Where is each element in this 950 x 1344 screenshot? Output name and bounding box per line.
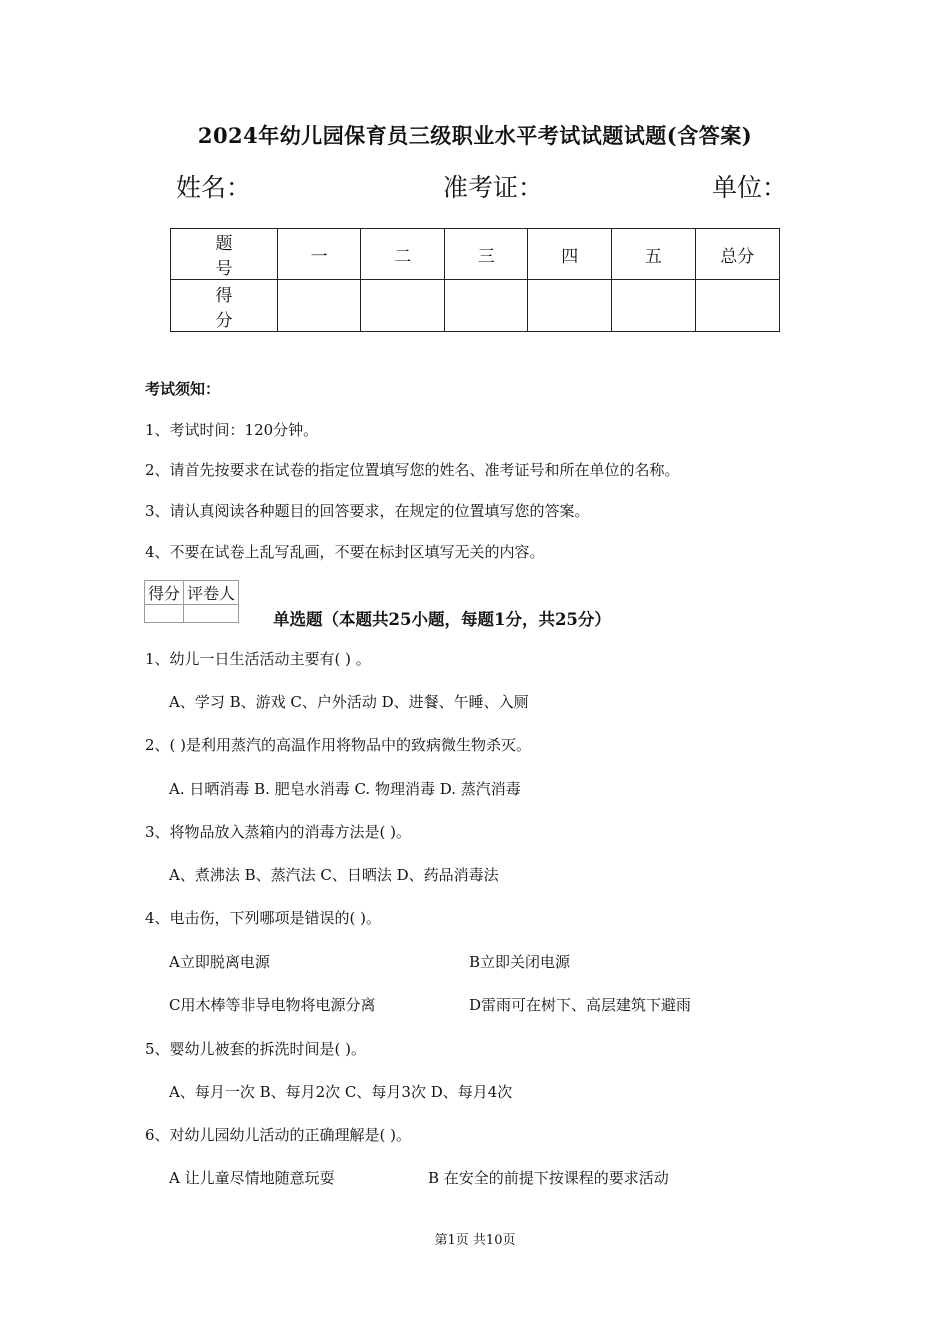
question-option: C用木棒等非导电物将电源分离 — [169, 996, 376, 1014]
score-table-header-cell: 五 — [611, 229, 695, 280]
score-table-header-cell: 一 — [277, 229, 361, 280]
score-cell[interactable] — [611, 280, 695, 332]
notice-title: 考试须知： — [145, 380, 221, 398]
grader-name-cell[interactable] — [184, 605, 239, 623]
section-title: 单选题（本题共25小题，每题1分，共25分） — [273, 610, 611, 629]
question-stem: 6、对幼儿园幼儿活动的正确理解是( )。 — [145, 1126, 412, 1144]
notice-item: 3、请认真阅读各种题目的回答要求，在规定的位置填写您的答案。 — [145, 502, 590, 520]
question-option: B 在安全的前提下按课程的要求活动 — [428, 1169, 669, 1187]
score-cell[interactable] — [695, 280, 780, 332]
grader-name-label: 评卷人 — [184, 581, 239, 605]
question-options: A、每月一次 B、每月2次 C、每月3次 D、每月4次 — [169, 1083, 513, 1101]
score-cell[interactable] — [361, 280, 445, 332]
question-stem: 2、( )是利用蒸汽的高温作用将物品中的致病微生物杀灭。 — [145, 736, 532, 754]
score-table — [170, 228, 780, 332]
grader-score-label: 得分 — [145, 581, 184, 605]
question-stem: 4、电击伤，下列哪项是错误的( )。 — [145, 909, 382, 927]
name-label: 姓名： — [176, 173, 252, 202]
score-table-header-cell: 题 号 — [171, 229, 278, 280]
question-options: A、煮沸法 B、蒸汽法 C、日晒法 D、药品消毒法 — [169, 866, 499, 884]
grader-box — [144, 580, 239, 623]
question-option: A 让儿童尽情地随意玩耍 — [169, 1169, 335, 1187]
notice-item: 1、考试时间：120分钟。 — [145, 421, 319, 439]
score-cell[interactable] — [277, 280, 361, 332]
score-cell[interactable] — [528, 280, 612, 332]
notice-item: 2、请首先按要求在试卷的指定位置填写您的姓名、准考证号和所在单位的名称。 — [145, 461, 680, 479]
score-table-header-cell: 总分 — [695, 229, 780, 280]
score-table-header-cell: 二 — [361, 229, 445, 280]
question-stem: 3、将物品放入蒸箱内的消毒方法是( )。 — [145, 823, 412, 841]
score-cell[interactable] — [444, 280, 528, 332]
notice-item: 4、不要在试卷上乱写乱画，不要在标封区填写无关的内容。 — [145, 543, 545, 561]
question-option: D雷雨可在树下、高层建筑下避雨 — [469, 996, 692, 1014]
question-options: A、学习 B、游戏 C、户外活动 D、进餐、午睡、入厕 — [169, 693, 529, 711]
question-stem: 5、婴幼儿被套的拆洗时间是( )。 — [145, 1040, 367, 1058]
score-table-header-cell: 四 — [528, 229, 612, 280]
score-table-score-row — [171, 280, 780, 332]
unit-label: 单位： — [712, 173, 788, 202]
exam-id-label: 准考证： — [443, 173, 544, 202]
score-table-header-row — [171, 229, 780, 280]
page-title: 2024年幼儿园保育员三级职业水平考试试题试题(含答案) — [197, 123, 753, 148]
question-options: A. 日晒消毒 B. 肥皂水消毒 C. 物理消毒 D. 蒸汽消毒 — [169, 780, 521, 798]
question-option: A立即脱离电源 — [169, 953, 270, 971]
grader-score-cell[interactable] — [145, 605, 184, 623]
page-footer: 第1页 共10页 — [434, 1233, 516, 1248]
question-option: B立即关闭电源 — [469, 953, 571, 971]
score-table-header-cell: 三 — [444, 229, 528, 280]
question-stem: 1、幼儿一日生活活动主要有( ) 。 — [145, 650, 371, 668]
score-table-row-label: 得 分 — [171, 280, 278, 332]
